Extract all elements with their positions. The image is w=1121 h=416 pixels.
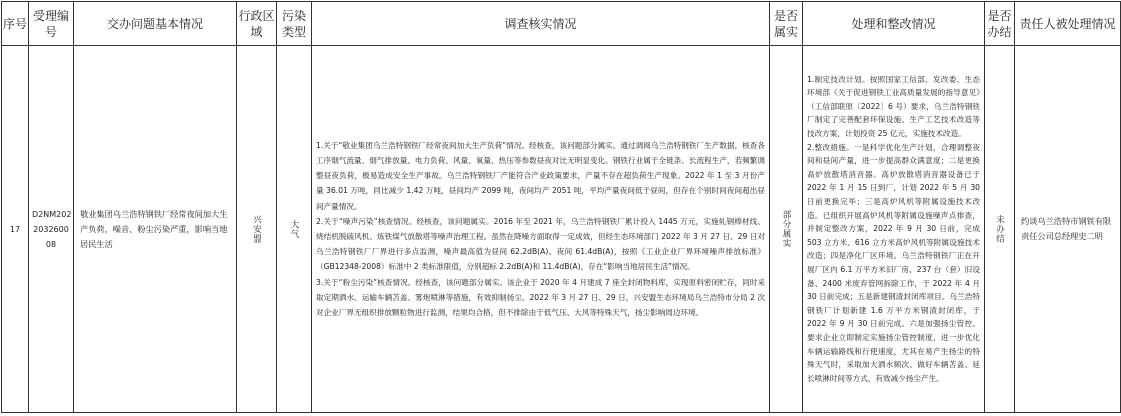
row-handling <box>803 46 985 413</box>
is-true-text: 部分属实 <box>781 210 791 248</box>
row-is-true <box>770 46 803 413</box>
investigation-paragraph: 2.关于“噪声污染”核查情况。经核查，该问题属实。2016 年至 2021 年，乌兰浩特钢铁厂累计投入 1445 万元，实施轧钢棒材线、烧结机脱硫风机、炼铁煤气放散塔等噪声治理工程。虽然在降噪方面取得一定成效，但经生态环境部门 2022 年 3 月 27 日、29 日对乌兰浩特钢铁厂厂界进行多点监测，噪声最高值为昼间 62.2dB(A)、夜间 61.4dB(A)，按照《工业企业厂界环境噪声排放标准》（GB12348-2008）标准中 2 类标准限值，分别超标 2.2dB(A)和 11.4dB(A)，存在“影响当地居民生活”情况。 <box>316 216 765 272</box>
region-text: 兴安盟 <box>251 214 262 244</box>
row-pollution-type <box>277 46 312 413</box>
header-handling: 处理和整改情况 <box>803 2 985 46</box>
row-issue: 敬业集团乌兰浩特钢铁厂经常夜间加大生产负荷，噪音、粉尘污染严重，影响当地居民生活 <box>74 46 237 413</box>
is-closed-text: 未办结 <box>994 214 1005 244</box>
row-case-id <box>29 46 74 413</box>
header-investigation: 调查核实情况 <box>312 2 770 46</box>
handling-paragraph: 1.制定技改计划。按照国家工信部、发改委、生态环境部《关于促进钢铁工业高质量发展的指导意见》（工信部联原〔2022〕6 号）要求，乌兰浩特钢铁厂制定了完善配套环保设施、生产工艺技术改造等技改方案，计划投资 25 亿元，实施技术改造。 <box>807 74 980 139</box>
case-id-line: 08 <box>45 239 57 249</box>
row-is-closed <box>985 46 1015 413</box>
row-investigation <box>312 46 770 413</box>
case-id-line: D2NM202 <box>32 209 72 219</box>
row-accountability: 约谈乌兰浩特市钢铁有限责任公司总经理史二明 <box>1015 46 1121 413</box>
header-is-closed: 是否办结 <box>985 2 1015 46</box>
header-region: 行政区域 <box>237 2 277 46</box>
row-index: 17 <box>2 46 29 413</box>
header-issue: 交办问题基本情况 <box>74 2 237 46</box>
pollution-type-text: 大气 <box>289 219 299 239</box>
header-pollution-type: 污染类型 <box>277 2 312 46</box>
investigation-paragraph: 3.关于“粉尘污染”核查情况。经核查，该问题部分属实。该企业于 2020 年 4 月建成 7 座全封闭物料库，实现原料密闭贮存，同时采取定期洒水、运输车辆苫盖、雾炮喷淋等措施，有效抑制扬尘。2022 年 3 月 27 日、29 日，兴安盟生态环境局乌兰浩特市分局 2 次对企业厂界无组织排放颗粒物进行监测，结果均合格，但不排除由于低气压、大风等特殊天气，扬尘影响周边环境。 <box>316 277 765 318</box>
row-region <box>237 46 277 413</box>
header-case-id: 受理编号 <box>29 2 74 46</box>
header-index: 序号 <box>2 2 29 46</box>
case-id-line: 2032600 <box>33 224 69 234</box>
case-table <box>1 1 1121 413</box>
header-accountability: 责任人被处理情况 <box>1015 2 1121 46</box>
handling-paragraph: 2.整改措施。一是科学优化生产计划，合理调整夜间和昼间产量，进一步提高群众满意度；二是更换高炉放散塔消音器。高炉放散塔消音器设备已于 2022 年 1 月 15 日到厂，计划 2022 年 5 月 30 日前更换完毕；三是高炉风机等附属设施技术改造。已组织开展高炉风机等附属设施噪声点排查，并制定整改方案，2022 年 9 月 30 日前，完成 503 立方米、616 立方米高炉风机等附属设施技术改造；四是净化厂区环境。乌兰浩特钢铁厂正在开展厂区内 6.1 万平方米旧厂房、237 台（套）旧设备、2400 米废弃管网拆除工作，于 2022 年 4 月 30 日前完成；五是新建钢渣封闭库项目。乌兰浩特钢铁厂计划新建 1.6 万平方米钢渣封闭库，于 2022 年 9 月 30 日前完成。六是加强扬尘管控。要求企业立即制定实施扬尘管控制度，进一步优化车辆运输路线和行使速度，尤其在易产生扬尘的特殊天气时，采取加大洒水频次、做好车辆苫盖、延长喷淋时间等方式，有效减少扬尘产生。 <box>807 142 980 383</box>
header-is-true: 是否属实 <box>770 2 803 46</box>
investigation-paragraph: 1.关于“敬业集团乌兰浩特钢铁厂经常夜间加大生产负荷”情况。经核查，该问题部分属实。通过调阅乌兰浩特钢铁厂生产数据，核查各工序烟气流量、烟气排放量、电力负荷、风量、氧量、热压等参数昼夜对比无明显变化。钢铁行业属于全链条、长流程生产，若频繁调整昼夜负荷，极易造成安全生产事故。乌兰浩特钢铁厂产能符合产业政策要求，产量不存在超负荷生产现象。2022 年 1 至 3 月份产量 36.01 万吨，同比减少 1.42 万吨，昼间均产 2099 吨，夜间均产 2051 吨，平均产量夜间低于昼间，但存在个别时间夜间超出昼间产量情况。 <box>316 140 765 211</box>
table-row <box>2 46 1121 413</box>
header-row <box>2 2 1121 46</box>
